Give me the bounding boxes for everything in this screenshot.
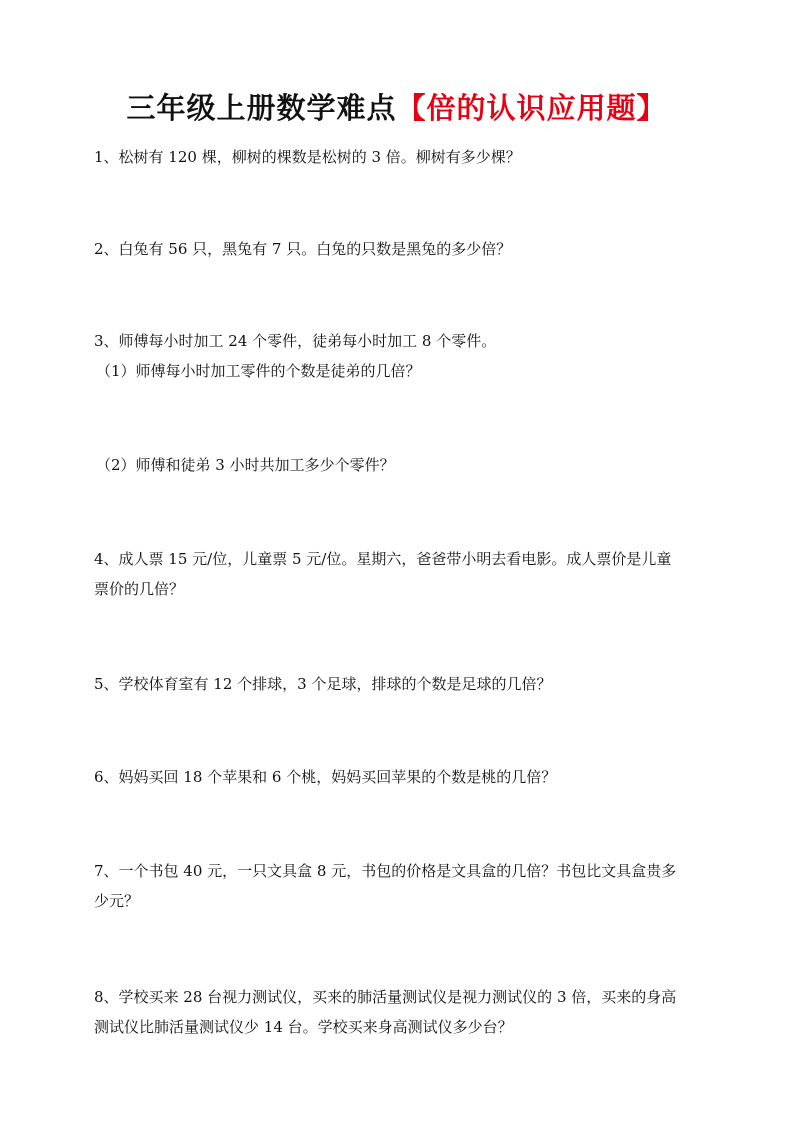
question-8-line-2: 测试仪比肺活量测试仪少 14 台。学校买来身高测试仪多少台？ (94, 1018, 513, 1036)
question-8-line-1: 8、学校买来 28 台视力测试仪，买来的肺活量测试仪是视力测试仪的 3 倍，买来的身高 (94, 988, 677, 1006)
question-2: 2、白兔有 56 只，黑兔有 7 只。白兔的只数是黑兔的多少倍？ (94, 240, 512, 258)
question-3-part-1: （1）师傅每小时加工零件的个数是徒弟的几倍？ (96, 362, 421, 380)
question-3: 3、师傅每小时加工 24 个零件，徒弟每小时加工 8 个零件。 (94, 332, 497, 350)
question-5: 5、学校体育室有 12 个排球，3 个足球，排球的个数是足球的几倍？ (94, 675, 552, 693)
question-7-line-1: 7、一个书包 40 元，一只文具盒 8 元，书包的价格是文具盒的几倍？书包比文具盒贵多 (94, 862, 677, 880)
question-1: 1、松树有 120 棵，柳树的棵数是松树的 3 倍。柳树有多少棵？ (94, 148, 521, 166)
question-4-line-2: 票价的几倍？ (94, 580, 185, 598)
title-highlight: 【倍的认识应用题】 (396, 91, 667, 125)
page-title (0, 88, 793, 128)
title-main: 三年级上册数学难点 (126, 91, 397, 125)
question-7-line-2: 少元？ (94, 892, 140, 910)
question-3-part-2: （2）师傅和徒弟 3 小时共加工多少个零件？ (96, 456, 395, 474)
question-4-line-1: 4、成人票 15 元/位，儿童票 5 元/位。星期六，爸爸带小明去看电影。成人票价是儿童 (94, 550, 672, 568)
question-6: 6、妈妈买回 18 个苹果和 6 个桃，妈妈买回苹果的个数是桃的几倍？ (94, 768, 557, 786)
